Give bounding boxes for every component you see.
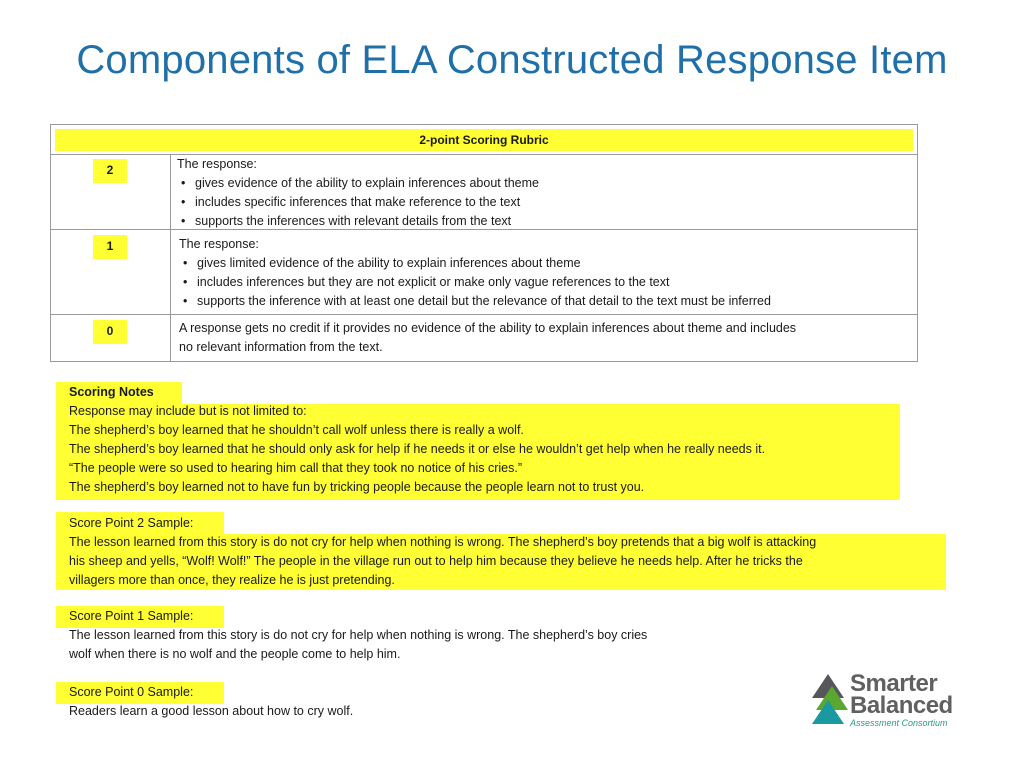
scoring-notes-line: Response may include but is not limited to: — [69, 404, 307, 418]
sample-line: villagers more than once, they realize he is just pretending. — [69, 573, 395, 587]
stacked-triangles-logo-icon — [810, 672, 850, 728]
sample-heading: Score Point 2 Sample: — [69, 516, 194, 530]
sample-line: The lesson learned from this story is do not cry for help when nothing is wrong. The shepherd’s boy pretends that a big wolf is attacking — [69, 535, 817, 549]
rubric-row-intro: The response: — [179, 237, 259, 251]
smarter-balanced-logo — [810, 672, 980, 728]
rubric-bullet: • gives limited evidence of the ability to explain inferences about theme — [179, 254, 771, 273]
rubric-header: 2-point Scoring Rubric — [55, 129, 913, 151]
sample-line: wolf when there is no wolf and the people come to help him. — [69, 647, 401, 661]
rubric-bullet: • includes specific inferences that make reference to the text — [177, 193, 539, 212]
sample-line: Readers learn a good lesson about how to cry wolf. — [69, 704, 354, 718]
scoring-notes-line: “The people were so used to hearing him call that they took no notice of his cries.” — [69, 461, 523, 475]
logo-subtitle: Assessment Consortium — [850, 718, 948, 728]
rubric-bullet: • gives evidence of the ability to explain inferences about theme — [177, 174, 539, 193]
sample-line: his sheep and yells, “Wolf! Wolf!” The people in the village run out to help him because they believe he needs help. After he tricks the — [69, 554, 803, 568]
score-2-badge: 2 — [93, 159, 127, 183]
slide-title: Components of ELA Constructed Response Item — [76, 38, 948, 82]
scoring-notes — [69, 383, 765, 497]
scoring-notes-line: The shepherd’s boy learned not to have fun by tricking people because the people learn not to trust you. — [69, 480, 645, 494]
logo-text-line2: Balanced — [850, 692, 953, 719]
rubric-row-text: no relevant information from the text. — [179, 340, 383, 354]
rubric-row-text: A response gets no credit if it provides no evidence of the ability to explain inferences about theme and includes — [179, 321, 797, 335]
rubric-bullet: • includes inferences but they are not explicit or make only vague references to the text — [179, 273, 771, 292]
rubric-column-divider — [170, 154, 171, 361]
rubric-row-0-description — [179, 319, 796, 357]
rubric-row-divider — [51, 314, 917, 315]
rubric-row-1-description — [179, 235, 771, 311]
sample-heading: Score Point 0 Sample: — [69, 685, 194, 699]
scoring-notes-line: The shepherd’s boy learned that he should only ask for help if he needs it or else he wouldn’t get help when he really needs it. — [69, 442, 766, 456]
score-point-0-sample — [69, 683, 353, 721]
rubric-bullet: • supports the inference with at least one detail but the relevance of that detail to the text must be inferred — [179, 292, 771, 311]
rubric-row-2-description — [177, 155, 539, 231]
score-1-badge: 1 — [93, 235, 127, 259]
scoring-rubric-table — [50, 124, 918, 362]
scoring-notes-heading: Scoring Notes — [69, 385, 154, 399]
rubric-row-intro: The response: — [177, 157, 257, 171]
score-point-2-sample — [69, 514, 816, 590]
score-point-1-sample — [69, 607, 647, 664]
sample-line: The lesson learned from this story is do not cry for help when nothing is wrong. The shepherd’s boy cries — [69, 628, 648, 642]
sample-heading: Score Point 1 Sample: — [69, 609, 194, 623]
score-0-badge: 0 — [93, 320, 127, 344]
logo-text-line1: Smarter — [850, 670, 938, 697]
scoring-notes-line: The shepherd’s boy learned that he shouldn’t call wolf unless there is really a wolf. — [69, 423, 524, 437]
rubric-bullet: • supports the inferences with relevant details from the text — [177, 212, 539, 231]
